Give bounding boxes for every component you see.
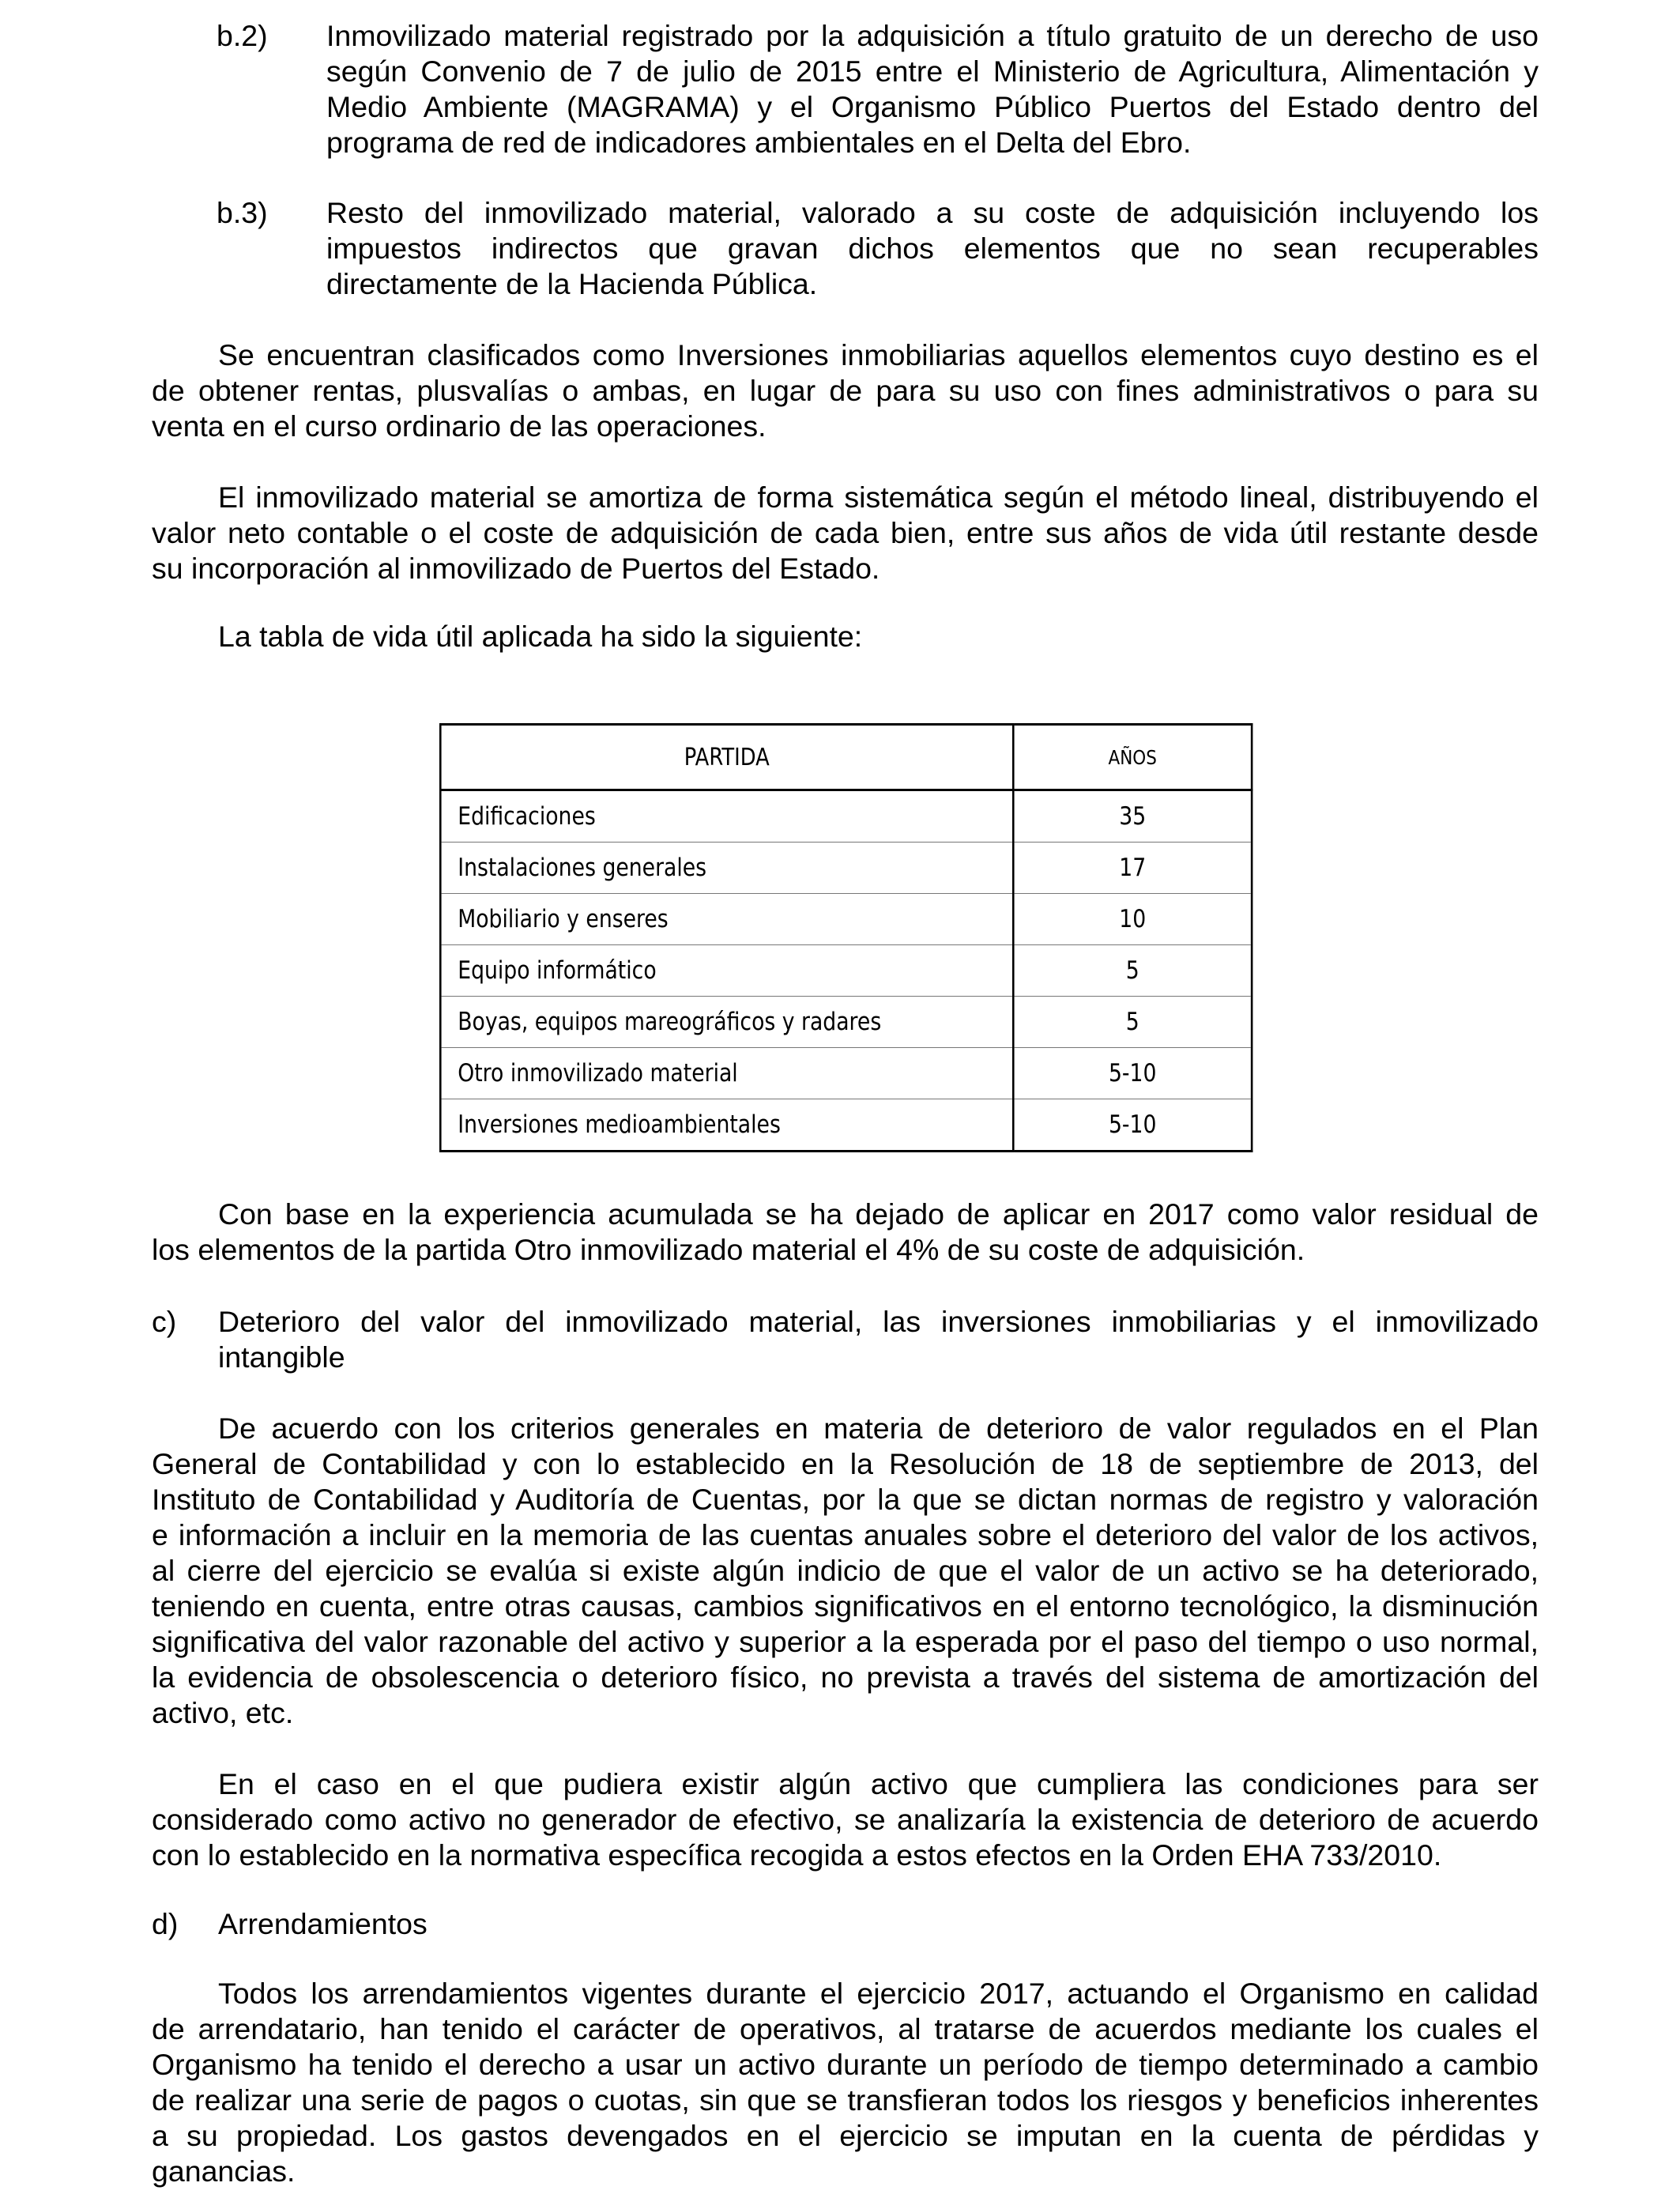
table-header-row [440, 725, 1252, 790]
paragraph-line: Organismo ha tenido el derecho a usar un activo durante un período de tiempo determinado a cambio [152, 2048, 1539, 2081]
paragraph-line: El inmovilizado material se amortiza de forma sistemática según el método lineal, distribuyendo el [218, 481, 1539, 514]
table-row [440, 997, 1252, 1048]
item-line: Inmovilizado material registrado por la adquisición a título gratuito de un derecho de uso [326, 19, 1539, 52]
table-cell-anos: 5-10 [1013, 1099, 1252, 1152]
paragraph-line: La tabla de vida útil aplicada ha sido la siguiente: [218, 620, 863, 653]
paragraph-line: venta en el curso ordinario de las operaciones. [152, 409, 767, 443]
item-label: b.3) [217, 196, 268, 229]
paragraph-line: con lo establecido en la normativa específica recogida a estos efectos en la Orden EHA 733/2010. [152, 1838, 1442, 1872]
section-label: c) [152, 1305, 177, 1338]
paragraph-line: activo, etc. [152, 1696, 294, 1729]
table-cell-partida: Inversiones medioambientales [440, 1099, 1013, 1152]
paragraph-line: su incorporación al inmovilizado de Puertos del Estado. [152, 552, 880, 585]
table-row [440, 894, 1252, 945]
useful-life-table [439, 723, 1252, 1152]
table-row [440, 790, 1252, 843]
table-cell-partida: Instalaciones generales [440, 843, 1013, 894]
item-line: Medio Ambiente (MAGRAMA) y el Organismo Público Puertos del Estado dentro del [326, 90, 1539, 123]
paragraph-line: considerado como activo no generador de efectivo, se analizaría la existencia de deterioro de acuerdo [152, 1803, 1539, 1836]
paragraph-line: ganancias. [152, 2154, 296, 2188]
paragraph-line: Instituto de Contabilidad y Auditoría de Cuentas, por la que se dictan normas de registro y valoración [152, 1483, 1539, 1516]
table-cell-anos: 5-10 [1013, 1048, 1252, 1099]
item-line: directamente de la Hacienda Pública. [326, 267, 818, 300]
table-cell-partida: Otro inmovilizado material [440, 1048, 1013, 1099]
item-line: programa de red de indicadores ambientales en el Delta del Ebro. [326, 126, 1192, 159]
table-cell-anos: 10 [1013, 894, 1252, 945]
paragraph-line: a su propiedad. Los gastos devengados en el ejercicio se imputan en la cuenta de pérdidas y [152, 2119, 1539, 2152]
paragraph-line: valor neto contable o el coste de adquisición de cada bien, entre sus años de vida útil restante desde [152, 516, 1539, 549]
paragraph-line: significativa del valor razonable del activo y superior a la esperada por el paso del tiempo o uso normal, [152, 1625, 1539, 1658]
paragraph-line: En el caso en el que pudiera existir algún activo que cumpliera las condiciones para ser [218, 1767, 1539, 1800]
paragraph-line: General de Contabilidad y con lo establecido en la Resolución de 18 de septiembre de 2013, del [152, 1447, 1539, 1480]
table-row [440, 1048, 1252, 1099]
paragraph-line: la evidencia de obsolescencia o deterioro físico, no prevista a través del sistema de amortización del [152, 1661, 1539, 1694]
paragraph-line: de obtener rentas, plusvalías o ambas, en lugar de para su uso con fines administrativos o para su [152, 374, 1539, 407]
section-heading-line: Arrendamientos [218, 1907, 428, 1940]
paragraph-line: de arrendatario, han tenido el carácter de operativos, al tratarse de acuerdos mediante los cuales el [152, 2012, 1539, 2045]
table-header-anos: AÑOS [1013, 725, 1252, 790]
paragraph-line: Se encuentran clasificados como Inversiones inmobiliarias aquellos elementos cuyo destino es el [218, 338, 1539, 371]
table-row [440, 945, 1252, 997]
table-cell-anos: 35 [1013, 790, 1252, 843]
section-heading-line: Deterioro del valor del inmovilizado material, las inversiones inmobiliarias y el inmovilizado [218, 1305, 1539, 1338]
table-cell-partida: Edificaciones [440, 790, 1013, 843]
table-cell-partida: Mobiliario y enseres [440, 894, 1013, 945]
paragraph-line: al cierre del ejercicio se evalúa si existe algún indicio de que el valor de un activo se ha deteriorado, [152, 1554, 1539, 1587]
item-label: b.2) [217, 19, 268, 52]
paragraph-line: los elementos de la partida Otro inmovilizado material el 4% de su coste de adquisición. [152, 1233, 1305, 1266]
table-cell-partida: Equipo informático [440, 945, 1013, 997]
table-cell-anos: 5 [1013, 997, 1252, 1048]
paragraph-line: e información a incluir en la memoria de las cuentas anuales sobre el deterioro del valor de los activos, [152, 1518, 1539, 1551]
paragraph-line: Todos los arrendamientos vigentes durante el ejercicio 2017, actuando el Organismo en calidad [218, 1977, 1539, 2010]
table-row [440, 843, 1252, 894]
section-heading-line: intangible [218, 1340, 345, 1374]
item-line: Resto del inmovilizado material, valorado a su coste de adquisición incluyendo los [326, 196, 1539, 229]
paragraph-line: De acuerdo con los criterios generales en materia de deterioro de valor regulados en el Plan [218, 1412, 1539, 1445]
table-cell-anos: 17 [1013, 843, 1252, 894]
table-cell-anos: 5 [1013, 945, 1252, 997]
table-header-partida: PARTIDA [440, 725, 1013, 790]
item-line: impuestos indirectos que gravan dichos elementos que no sean recuperables [326, 232, 1539, 265]
item-line: según Convenio de 7 de julio de 2015 entre el Ministerio de Agricultura, Alimentación y [326, 55, 1539, 88]
paragraph-line: de realizar una serie de pagos o cuotas, sin que se transfieran todos los riesgos y beneficios inherentes [152, 2083, 1539, 2117]
section-label: d) [152, 1907, 179, 1940]
table-cell-partida: Boyas, equipos mareográficos y radares [440, 997, 1013, 1048]
table-row [440, 1099, 1252, 1152]
paragraph-line: teniendo en cuenta, entre otras causas, cambios significativos en el entorno tecnológico, la disminución [152, 1589, 1539, 1623]
paragraph-line: Con base en la experiencia acumulada se ha dejado de aplicar en 2017 como valor residual de [218, 1197, 1539, 1231]
